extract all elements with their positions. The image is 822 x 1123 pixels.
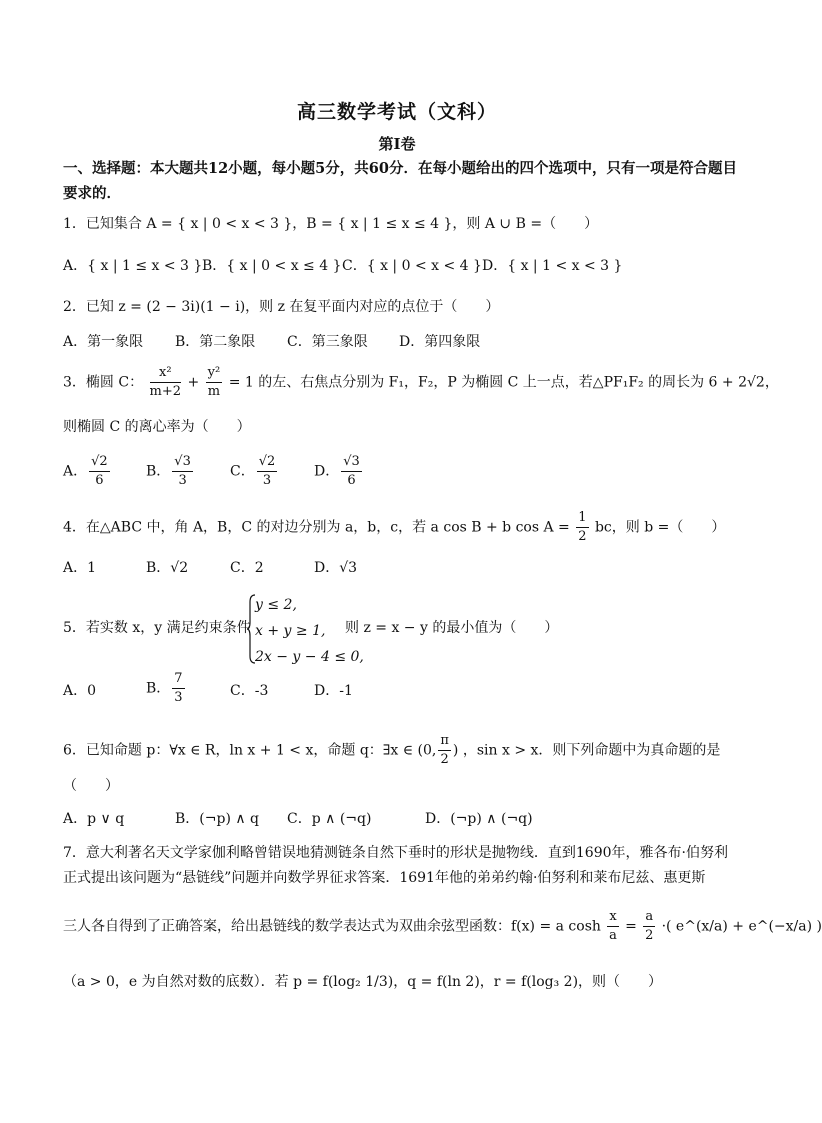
page-title: 高三数学考试（文科） — [296, 101, 497, 123]
q3-option-d: D． $\frac{√3}{6}$ — [314, 454, 360, 488]
q3-fraction-y: $\frac{\text{y²}}{m}$ — [207, 365, 221, 399]
part-title: 第Ⅰ卷 — [378, 135, 416, 153]
q3-suffix: = 1 的左、右焦点分别为 F₁，F₂，P 为椭圆 C 上一点，若△PF₁F₂ 的周长为 6 + 2√2， — [228, 374, 779, 391]
constraint-2: x + y ≥ 1, — [255, 623, 326, 639]
q1-option-a: A．{ x | 1 ≤ x < 3 } — [63, 258, 203, 274]
q4-suffix: bc，则 b =（ ） — [594, 519, 726, 536]
q7-exponential: ·( e^(x/a) + e^(−x/a) ) — [661, 918, 822, 935]
question-5-prefix: 5．若实数 x，y 满足约束条件 — [63, 620, 251, 636]
question-7-line2: 正式提出该问题为“悬链线”问题并向数学界征求答案．1691年他的弟弟约翰·伯努利和莱布尼兹、惠更斯 — [63, 870, 706, 886]
q6-interval-left: (0, — [417, 742, 437, 759]
q4-option-d: D．√3 — [314, 560, 358, 576]
question-3-text — [63, 364, 779, 401]
question-5-suffix: 则 z = x − y 的最小值为（ ） — [345, 620, 559, 636]
q3-option-c: C． $\frac{√2}{3}$ — [230, 454, 276, 488]
q7-equals: = — [625, 918, 637, 935]
q3-fraction-x: $\frac{\text{x²}}{m+2}$ — [149, 365, 182, 399]
question-4-text — [63, 509, 725, 546]
q6-option-c: C．p ∧ (¬q) — [287, 811, 372, 827]
question-7-line3 — [63, 908, 822, 945]
q4-option-a: A．1 — [63, 560, 97, 576]
q6-interval-right: ) — [452, 742, 459, 759]
q2-option-b: B．第二象限 — [175, 334, 256, 350]
q2-option-c: C．第三象限 — [287, 334, 368, 350]
q5-option-c: C．-3 — [230, 683, 269, 699]
question-2-text: 2．已知 z = (2 − 3i)(1 − i)，则 z 在复平面内对应的点位于（ ） — [63, 299, 500, 315]
constraint-1: y ≤ 2, — [255, 597, 297, 613]
q5-option-a: A．0 — [63, 683, 97, 699]
question-7-line1: 7．意大利著名天文学家伽利略曾错误地猜测链条自然下垂时的形状是抛物线．直到1690年，雅各布·伯努利 — [63, 845, 728, 861]
q7-fraction-x-a: $\frac{x}{a}$ — [609, 909, 617, 943]
constraint-3: 2x − y − 4 ≤ 0, — [255, 649, 364, 665]
question-1-text: 1．已知集合 A = { x | 0 < x < 3 }，B = { x | 1 ≤ x ≤ 4 }，则 A ∪ B =（ ） — [63, 216, 599, 232]
q5-option-b: B． $\frac{7}{3}$ — [146, 671, 183, 705]
q6-text-b: ，sin x > x．则下列命题中为真命题的是 — [462, 742, 721, 759]
q2-option-a: A．第一象限 — [63, 334, 144, 350]
q6-option-d: D．(¬p) ∧ (¬q) — [425, 811, 533, 827]
section-heading: 一、选择题：本大题共12小题，每小题5分，共60分．在每小题给出的四个选项中，只有一项是符合题目要求的． — [63, 160, 737, 202]
q3-option-b: B． $\frac{√3}{3}$ — [146, 454, 191, 488]
q4-prefix: 4．在△ABC 中，角 A，B，C 的对边分别为 a，b，c，若 a cos B + b cos A = — [63, 519, 570, 536]
q7-fraction-a-2: $\frac{a}{2}$ — [645, 909, 654, 943]
q6-text-a: 6．已知命题 p：∀x ∈ R，ln x + 1 < x，命题 q：∃x ∈ — [63, 742, 414, 759]
question-6-text — [63, 732, 720, 769]
q6-option-a: A．p ∨ q — [63, 811, 125, 827]
q4-fraction: $\frac{1}{2}$ — [578, 510, 587, 544]
question-3-line2: 则椭圆 C 的离心率为（ ） — [63, 419, 251, 435]
question-7-line4: （a > 0，e 为自然对数的底数）．若 p = f(log₂ 1/3)，q = f(ln 2)，r = f(log₃ 2)，则（ ） — [63, 974, 663, 990]
q5-option-d: D．-1 — [314, 683, 353, 699]
q7-line3-text: 三人各自得到了正确答案，给出悬链线的数学表达式为双曲余弦型函数：f(x) = a cosh — [63, 918, 601, 935]
q6-option-b: B．(¬p) ∧ q — [175, 811, 260, 827]
q1-option-d: D．{ x | 1 < x < 3 } — [482, 258, 623, 274]
q3-prefix: 3．椭圆 C： — [63, 374, 144, 391]
q2-option-d: D．第四象限 — [399, 334, 481, 350]
question-6-line2: （ ） — [63, 778, 119, 794]
q4-option-b: B．√2 — [146, 560, 189, 576]
q1-option-c: C．{ x | 0 < x < 4 } — [342, 258, 482, 274]
q4-option-c: C．2 — [230, 560, 264, 576]
q1-option-b: B．{ x | 0 < x ≤ 4 } — [202, 258, 342, 274]
q6-pi-fraction: $\frac{\pi}{2}$ — [440, 733, 449, 767]
q3-option-a: A． $\frac{√2}{6}$ — [63, 454, 108, 488]
q3-plus: + — [187, 374, 200, 391]
